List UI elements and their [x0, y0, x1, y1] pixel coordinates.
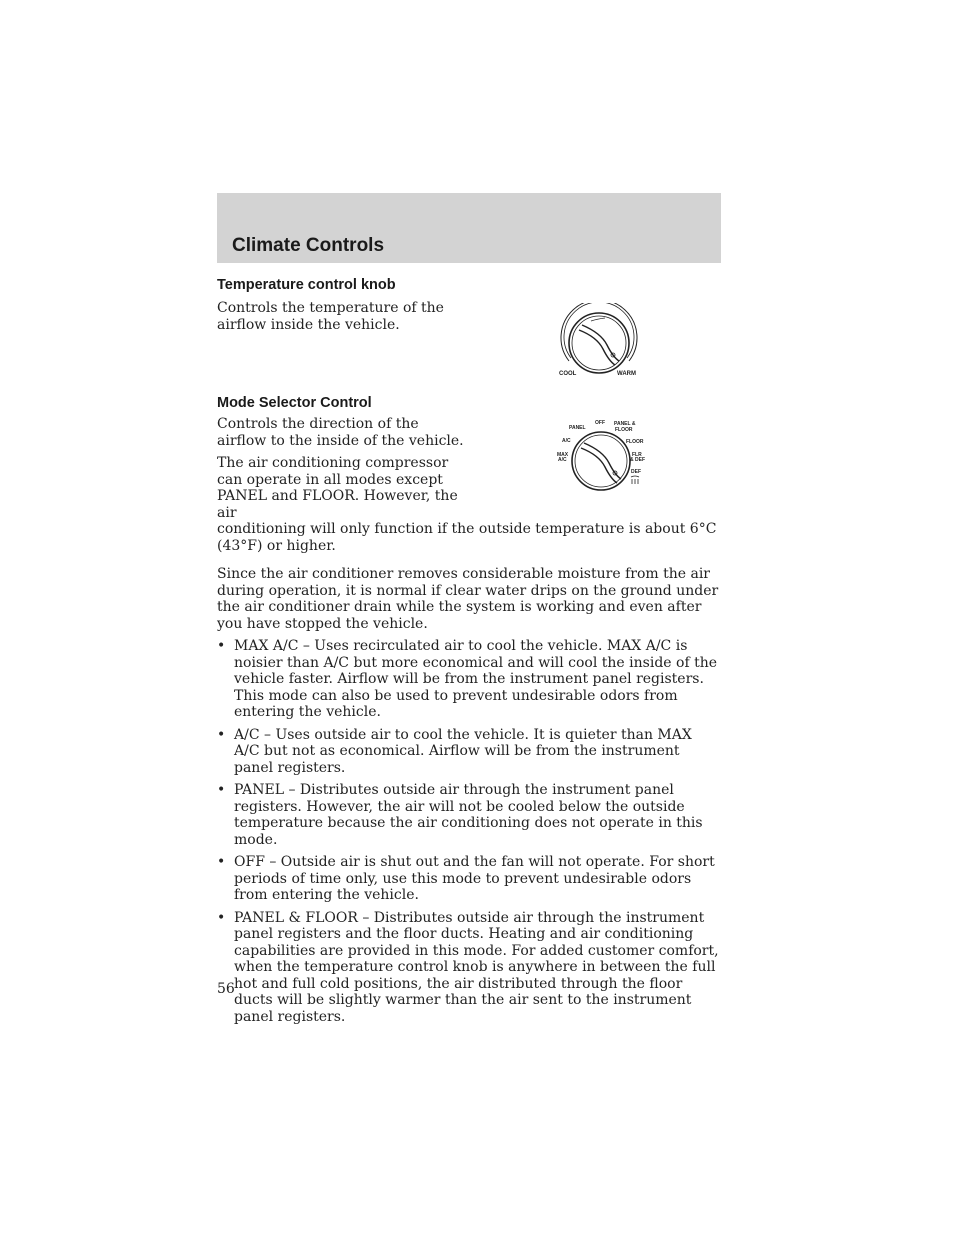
mode-panel-floor-label-2: FLOOR: [615, 427, 633, 433]
header-band: [217, 193, 721, 263]
mode-bullet-list: [217, 638, 721, 1025]
ac-note-rest: conditioning will only function if the outside temperature is about 6°C (43°F) or higher.: [217, 521, 717, 554]
mode-flr-def-label-1: FLR: [632, 452, 642, 458]
page-number: 56: [217, 981, 235, 997]
mode-ac-label: A/C: [562, 438, 571, 444]
list-item: • PANEL – Distributes outside air through the instrument panel registers. However, the air will not be cooled below the outside temperature because the air conditioning does not operate in this mode.: [217, 782, 703, 848]
temperature-heading: Temperature control knob: [217, 277, 396, 293]
temperature-section: [217, 275, 721, 385]
bullet-icon: •: [217, 726, 226, 743]
mode-panel-label: PANEL: [569, 425, 586, 431]
mode-intro: Controls the direction of the airflow to the inside of the vehicle.: [217, 416, 464, 449]
list-item: • MAX A/C – Uses recirculated air to cool the vehicle. MAX A/C is noisier than A/C but more economical and will cool the inside of the vehicle faster. Airflow will be from the instrument panel registers. This mode can also be used to prevent undesirable odors from entering the vehicle.: [217, 638, 717, 720]
list-item: • A/C – Uses outside air to cool the vehicle. It is quieter than MAX A/C but not as economical. Airflow will be from the instrument panel registers.: [217, 726, 692, 776]
mode-selector-section: [217, 395, 721, 1031]
mode-max-label-2: A/C: [558, 457, 567, 463]
list-item: • PANEL & FLOOR – Distributes outside air through the instrument panel registers and the floor ducts. Heating and air conditioning capabilities are provided in this mode. For added customer comfort, when the temperature control knob is anywhere in between the full hot and full cold positions, the air distributed through the floor ducts will be slightly warmer than the air sent to the instrument panel registers.: [217, 909, 719, 1025]
bullet-icon: •: [217, 909, 226, 926]
bullet-icon: •: [217, 638, 226, 654]
ac-note-lead: The air conditioning compressor can operate in all modes except PANEL and FLOOR. However, the air: [217, 455, 458, 521]
temperature-knob-illustration: [557, 303, 647, 377]
page-title: Climate Controls: [232, 235, 385, 256]
temperature-body: Controls the temperature of the airflow inside the vehicle.: [217, 300, 444, 333]
mode-panel-floor-label-1: PANEL &: [614, 421, 636, 427]
mode-heading: Mode Selector Control: [217, 395, 372, 411]
list-item: • OFF – Outside air is shut out and the fan will not operate. For short periods of time only, use this mode to prevent undesirable odors from entering the vehicle.: [217, 854, 715, 903]
mode-knob-illustration: [553, 417, 653, 493]
mode-def-label: DEF: [631, 469, 641, 475]
mode-floor-label: FLOOR: [626, 439, 644, 445]
bullet-icon: •: [217, 782, 226, 798]
mode-flr-def-label-2: & DEF: [630, 457, 645, 463]
bullet-icon: •: [217, 854, 226, 870]
moisture-note: Since the air conditioner removes considerable moisture from the air during operation, it is normal if clear water drips on the ground under the air conditioner drain while the system is working and even after you have stopped the vehicle.: [217, 566, 719, 632]
cool-label: COOL: [559, 371, 577, 377]
warm-label: WARM: [617, 371, 636, 377]
temperature-knob-icon: [561, 303, 637, 373]
mode-off-label: OFF: [595, 420, 605, 426]
mode-max-label-1: MAX: [557, 452, 569, 458]
defrost-icon: [631, 476, 639, 484]
mode-knob-icon: [572, 432, 630, 490]
